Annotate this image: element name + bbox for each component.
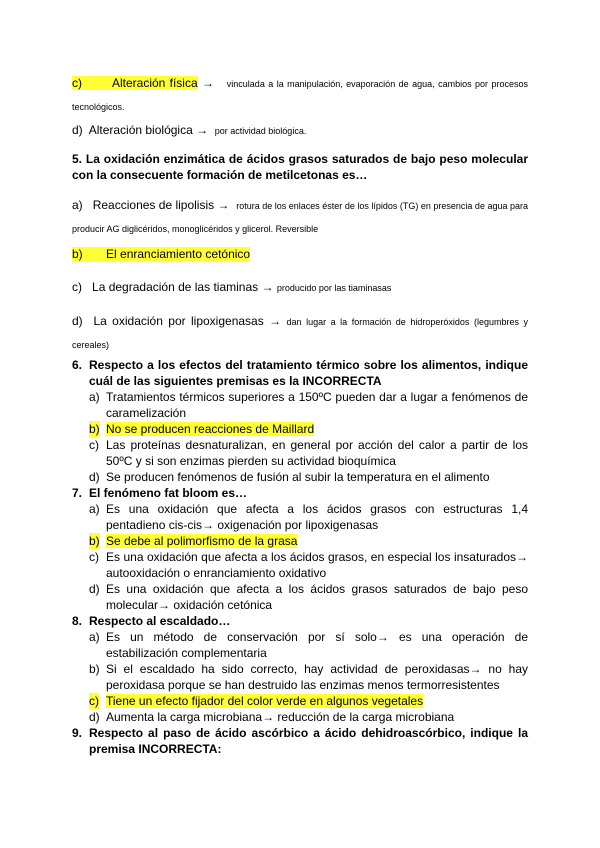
q6-option-b — [89, 421, 528, 437]
q5-d-label: La oxidación por lipoxigenasas — [93, 314, 264, 328]
q6-c-text: Las proteínas desnaturalizan, en general por acción del calor a partir de los 50ºC y si son enzimas pierden su actividad bioquímica — [106, 438, 528, 468]
question-6-text: Respecto a los efectos del tratamiento térmico sobre los alimentos, indique cuál de las siguientes premisas es la INCORRECTA — [89, 358, 528, 388]
q5-a-letter: a) — [72, 198, 83, 212]
q5-c-arrow: → — [261, 280, 274, 294]
intro-d-arrow: → — [196, 123, 209, 137]
q7-b-text-wrap — [89, 533, 528, 549]
question-5-text: La oxidación enzimática de ácidos grasos saturados de bajo peso molecular con la consecuente formación de metilcetonas es… — [72, 152, 528, 182]
intro-d-letter: d) — [72, 123, 83, 137]
q5-c-desc: producido por las tiaminasas — [276, 283, 392, 293]
q5-b-letter: b) — [72, 247, 83, 261]
q8-d-letter: d) — [89, 710, 100, 724]
intro-option-c — [72, 72, 528, 118]
q7-a-letter: a) — [89, 502, 100, 516]
question-8-number: 8. — [72, 614, 83, 628]
question-6 — [72, 357, 528, 389]
q7-b-text: Se debe al polimorfismo de la grasa — [106, 534, 298, 548]
q7-option-b — [89, 533, 528, 549]
q7-d-letter: d) — [89, 582, 100, 596]
question-7-number: 7. — [72, 486, 83, 500]
q7-c-text: Es una oxidación que afecta a los ácidos grasos, en especial los insaturados→ autooxidación o enranciamiento oxidativo — [106, 550, 528, 580]
intro-d-label: Alteración biológica — [88, 123, 193, 137]
q7-c-letter: c) — [89, 550, 99, 564]
q6-b-text-wrap — [89, 421, 528, 437]
question-5-number: 5. — [72, 152, 83, 166]
intro-d-desc: por actividad biológica. — [214, 126, 307, 136]
q5-a-label: Reacciones de lipolisis — [92, 198, 215, 212]
question-7 — [72, 485, 528, 501]
question-9-number: 9. — [72, 726, 83, 740]
question-9-text: Respecto al paso de ácido ascórbico a ácido dehidroascórbico, indique la premisa INCORRECTA: — [89, 726, 528, 756]
q6-b-letter: b) — [89, 422, 100, 436]
question-8 — [72, 613, 528, 629]
q5-b-label: El enranciamiento cetónico — [106, 247, 251, 261]
q7-option-c — [89, 549, 528, 581]
q6-option-d — [89, 469, 528, 485]
q5-option-c — [72, 279, 528, 296]
q5-c-letter: c) — [72, 280, 82, 294]
q6-option-c — [89, 437, 528, 469]
q6-a-letter: a) — [89, 390, 100, 404]
question-6-number: 6. — [72, 358, 83, 372]
intro-c-label: Alteración física — [111, 76, 198, 90]
question-5 — [72, 151, 528, 183]
q6-a-text: Tratamientos térmicos superiores a 150ºC pueden dar a lugar a fenómenos de caramelización — [106, 390, 528, 420]
q5-a-arrow: → — [217, 198, 230, 212]
q7-d-text: Es una oxidación que afecta a los ácidos grasos saturados de bajo peso molecular→ oxidación cetónica — [106, 582, 528, 612]
intro-c-desc: vinculada a la manipulación, evaporación de agua, cambios por procesos tecnológicos. — [72, 79, 529, 112]
q5-d-arrow: → — [269, 314, 282, 328]
question-9 — [72, 725, 528, 757]
q8-option-d — [89, 709, 528, 725]
q6-c-letter: c) — [89, 438, 99, 452]
q6-b-text: No se producen reacciones de Maillard — [106, 422, 315, 436]
q5-option-a — [72, 194, 528, 240]
q8-b-text: Si el escaldado ha sido correcto, hay actividad de peroxidasas→ no hay peroxidasa porque se han destruido las enzimas menos termorresistentes — [106, 662, 528, 692]
q8-c-letter: c) — [89, 694, 99, 708]
q6-d-letter: d) — [89, 470, 100, 484]
q7-a-text: Es una oxidación que afecta a los ácidos grasos con estructuras 1,4 pentadieno cis-cis→ oxigenación por lipoxigenasas — [106, 502, 528, 532]
q5-c-label: La degradación de las tiaminas — [92, 280, 259, 294]
q8-d-text: Aumenta la carga microbiana→ reducción de la carga microbiana — [106, 710, 455, 724]
q5-d-desc: dan lugar a la formación de hidroperóxidos (legumbres y cereales) — [72, 317, 529, 350]
q7-option-a — [89, 501, 528, 533]
q5-a-desc: rotura de los enlaces éster de los lípidos (TG) en presencia de agua para producir AG diglicéridos, monoglicéridos y glicerol. Reversible — [72, 201, 529, 234]
q7-b-letter: b) — [89, 534, 100, 548]
question-7-text: El fenómeno fat bloom es… — [89, 486, 248, 500]
intro-option-d — [72, 122, 528, 139]
q5-d-letter: d) — [72, 314, 83, 328]
q8-option-c — [89, 693, 528, 709]
intro-c-arrow: → — [201, 76, 214, 90]
q8-a-text: Es un método de conservación por sí solo→ es una operación de estabilización complementaria — [106, 630, 528, 660]
q8-a-letter: a) — [89, 630, 100, 644]
intro-c-letter: c) — [72, 76, 82, 90]
q5-option-b — [72, 246, 528, 262]
intro-c-highlight — [72, 76, 198, 90]
q8-option-b — [89, 661, 528, 693]
q8-b-letter: b) — [89, 662, 100, 676]
q6-d-text: Se producen fenómenos de fusión al subir la temperatura en el alimento — [106, 470, 490, 484]
q7-option-d — [89, 581, 528, 613]
q8-c-text-wrap — [89, 693, 528, 709]
q6-option-a — [89, 389, 528, 421]
q8-c-text: Tiene un efecto fijador del color verde en algunos vegetales — [106, 694, 424, 708]
q5-option-d — [72, 310, 528, 356]
q8-option-a — [89, 629, 528, 661]
question-8-text: Respecto al escaldado… — [89, 614, 231, 628]
q5-b-highlight — [72, 247, 250, 261]
